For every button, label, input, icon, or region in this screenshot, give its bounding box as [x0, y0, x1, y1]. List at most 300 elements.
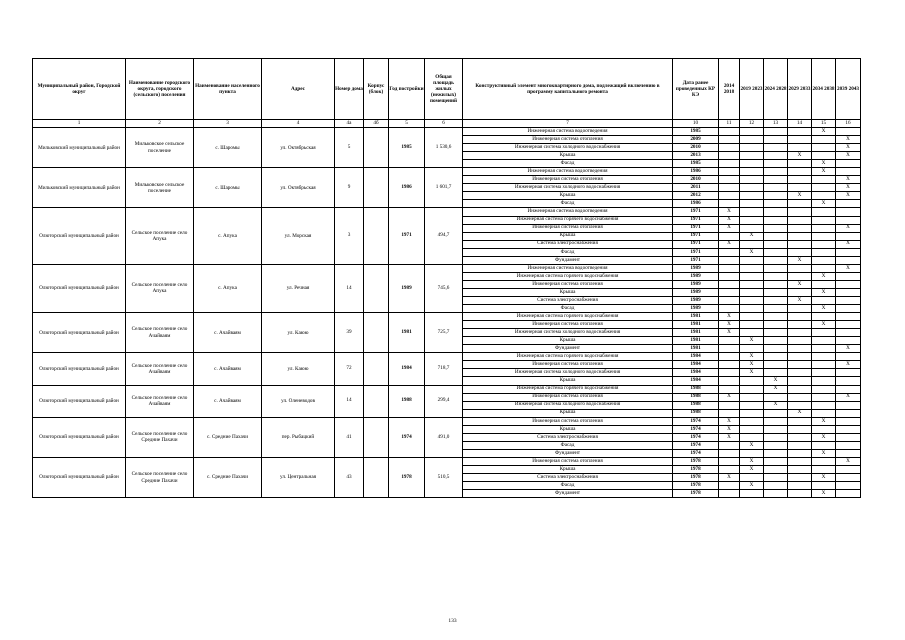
period-mark-cell [812, 393, 836, 401]
previous-repair-date-cell: 1989 [673, 280, 719, 288]
period-mark-cell [812, 401, 836, 409]
period-mark-cell [740, 305, 764, 313]
period-mark-cell [764, 337, 788, 345]
period-mark-cell [719, 176, 740, 184]
period-mark-cell [812, 482, 836, 490]
period-mark-cell [836, 377, 861, 385]
structural-element-cell: Инженерная система отопления [463, 136, 673, 144]
district-cell: Мильковский муниципальный район [33, 128, 126, 168]
period-mark-cell [836, 433, 861, 441]
period-mark-cell [788, 329, 812, 337]
period-mark-cell [788, 240, 812, 248]
period-mark-cell [719, 136, 740, 144]
settlement-cell: Сельское поселение село Ачайваям [126, 385, 194, 417]
period-mark-cell [764, 361, 788, 369]
previous-repair-date-cell: 2013 [673, 152, 719, 160]
period-mark-cell: X [836, 152, 861, 160]
previous-repair-date-cell: 2011 [673, 184, 719, 192]
column-number: 16 [836, 120, 861, 128]
period-mark-cell: X [740, 441, 764, 449]
header-cell: Номер дома [335, 59, 364, 120]
area-cell: 745,6 [425, 264, 463, 312]
area-cell: 510,5 [425, 457, 463, 497]
period-mark-cell [836, 256, 861, 264]
period-mark-cell [764, 128, 788, 136]
street-cell: пер. Рыбацкий [262, 417, 335, 457]
house-number-cell: 14 [335, 264, 364, 312]
structural-element-cell: Фасад [463, 160, 673, 168]
period-mark-cell [812, 280, 836, 288]
period-mark-cell [788, 433, 812, 441]
structural-element-cell: Система электроснабжения [463, 433, 673, 441]
period-mark-cell: X [788, 296, 812, 304]
structural-element-cell: Инженерная система отопления [463, 176, 673, 184]
period-mark-cell [764, 168, 788, 176]
year-built-cell: 1978 [389, 457, 425, 497]
structural-element-cell: Инженерная система холодного водоснабжения [463, 401, 673, 409]
year-built-cell: 1984 [389, 353, 425, 385]
period-mark-cell [836, 369, 861, 377]
period-mark-cell [812, 441, 836, 449]
period-mark-cell [812, 248, 836, 256]
period-mark-cell [764, 490, 788, 498]
period-mark-cell [812, 385, 836, 393]
structural-element-cell: Инженерная система водоотведения [463, 168, 673, 176]
period-mark-cell [812, 144, 836, 152]
block-cell [364, 353, 389, 385]
period-mark-cell [812, 240, 836, 248]
period-mark-cell: X [812, 168, 836, 176]
period-mark-cell [812, 176, 836, 184]
locality-cell: с. Шаромы [194, 128, 262, 168]
period-mark-cell [719, 385, 740, 393]
structural-element-cell: Инженерная система горячего водоснабжения [463, 313, 673, 321]
period-mark-cell: X [788, 280, 812, 288]
table-row [33, 313, 861, 321]
period-mark-cell [719, 160, 740, 168]
period-mark-cell [764, 345, 788, 353]
capital-repair-register-table [32, 58, 861, 498]
table-body [33, 128, 861, 498]
period-mark-cell [719, 449, 740, 457]
period-mark-cell [740, 449, 764, 457]
period-mark-cell [740, 136, 764, 144]
period-mark-cell [764, 321, 788, 329]
period-mark-cell [812, 361, 836, 369]
period-mark-cell [719, 288, 740, 296]
header-cell: Адрес [262, 59, 335, 120]
previous-repair-date-cell: 2009 [673, 136, 719, 144]
period-mark-cell [836, 168, 861, 176]
table-row [33, 353, 861, 361]
period-mark-cell [812, 208, 836, 216]
period-mark-cell [764, 192, 788, 200]
period-mark-cell [740, 192, 764, 200]
previous-repair-date-cell: 1981 [673, 345, 719, 353]
block-cell [364, 385, 389, 417]
period-mark-cell [788, 369, 812, 377]
period-mark-cell [812, 184, 836, 192]
period-mark-cell: X [764, 401, 788, 409]
block-cell [364, 417, 389, 457]
period-mark-cell [812, 152, 836, 160]
district-cell: Олюторский муниципальный район [33, 313, 126, 353]
period-mark-cell [764, 288, 788, 296]
period-mark-cell [836, 313, 861, 321]
period-mark-cell [740, 490, 764, 498]
period-mark-cell: X [812, 433, 836, 441]
period-mark-cell [836, 200, 861, 208]
period-mark-cell [788, 361, 812, 369]
previous-repair-date-cell: 1971 [673, 256, 719, 264]
street-cell: ул. Каюю [262, 313, 335, 353]
period-mark-cell: X [812, 272, 836, 280]
table-row [33, 385, 861, 393]
period-mark-cell [788, 490, 812, 498]
period-mark-cell [740, 296, 764, 304]
period-mark-cell [740, 313, 764, 321]
structural-element-cell: Крыша [463, 425, 673, 433]
structural-element-cell: Инженерная система холодного водоснабжения [463, 369, 673, 377]
period-mark-cell: X [740, 361, 764, 369]
period-mark-cell: X [812, 321, 836, 329]
previous-repair-date-cell: 1974 [673, 441, 719, 449]
structural-element-cell: Фасад [463, 482, 673, 490]
period-mark-cell [788, 216, 812, 224]
previous-repair-date-cell: 1981 [673, 329, 719, 337]
period-mark-cell [740, 160, 764, 168]
period-mark-cell [836, 248, 861, 256]
period-mark-cell [812, 329, 836, 337]
period-mark-cell [740, 329, 764, 337]
period-mark-cell [719, 369, 740, 377]
previous-repair-date-cell: 2010 [673, 176, 719, 184]
header-cell: Общая площадь жилых (нежилых) помещений [425, 59, 463, 120]
period-mark-cell [788, 457, 812, 465]
period-mark-cell [740, 321, 764, 329]
period-mark-cell [788, 425, 812, 433]
period-mark-cell [812, 216, 836, 224]
area-cell: 1 530,6 [425, 128, 463, 168]
street-cell: ул. Речная [262, 264, 335, 312]
previous-repair-date-cell: 1988 [673, 401, 719, 409]
period-mark-cell [719, 296, 740, 304]
period-mark-cell [740, 272, 764, 280]
period-mark-cell: X [812, 417, 836, 425]
period-mark-cell: X [719, 393, 740, 401]
period-mark-cell [788, 441, 812, 449]
period-mark-cell [764, 280, 788, 288]
period-mark-cell [836, 401, 861, 409]
district-cell: Олюторский муниципальный район [33, 264, 126, 312]
period-mark-cell [788, 208, 812, 216]
period-mark-cell [836, 208, 861, 216]
period-mark-cell: X [836, 393, 861, 401]
house-number-cell: 3 [335, 208, 364, 264]
structural-element-cell: Инженерная система горячего водоснабжения [463, 353, 673, 361]
previous-repair-date-cell: 1974 [673, 425, 719, 433]
period-mark-cell: X [836, 144, 861, 152]
street-cell: ул. Октябрьская [262, 128, 335, 168]
structural-element-cell: Инженерная система отопления [463, 457, 673, 465]
period-mark-cell [764, 272, 788, 280]
structural-element-cell: Фундамент [463, 256, 673, 264]
period-mark-cell: X [836, 224, 861, 232]
period-mark-cell [719, 152, 740, 160]
structural-element-cell: Крыша [463, 288, 673, 296]
locality-cell: с. Апука [194, 208, 262, 264]
period-mark-cell: X [719, 224, 740, 232]
period-mark-cell [836, 465, 861, 473]
previous-repair-date-cell: 1985 [673, 128, 719, 136]
block-cell [364, 264, 389, 312]
period-mark-cell [812, 224, 836, 232]
period-mark-cell [764, 208, 788, 216]
house-number-cell: 41 [335, 417, 364, 457]
period-mark-cell [719, 361, 740, 369]
period-mark-cell [788, 168, 812, 176]
period-mark-cell [719, 256, 740, 264]
header-cell: 2014 2018 [719, 59, 740, 120]
period-mark-cell: X [740, 369, 764, 377]
previous-repair-date-cell: 2010 [673, 144, 719, 152]
column-number: 11 [719, 120, 740, 128]
period-mark-cell [788, 144, 812, 152]
period-mark-cell [740, 168, 764, 176]
previous-repair-date-cell: 1988 [673, 409, 719, 417]
period-mark-cell [719, 200, 740, 208]
period-mark-cell [740, 184, 764, 192]
period-mark-cell [764, 248, 788, 256]
structural-element-cell: Крыша [463, 377, 673, 385]
period-mark-cell [812, 192, 836, 200]
period-mark-cell [764, 144, 788, 152]
period-mark-cell [764, 224, 788, 232]
period-mark-cell [788, 345, 812, 353]
period-mark-cell [836, 216, 861, 224]
settlement-cell: Сельское поселение село Апука [126, 264, 194, 312]
period-mark-cell [788, 449, 812, 457]
period-mark-cell [812, 425, 836, 433]
period-mark-cell [764, 329, 788, 337]
structural-element-cell: Фасад [463, 441, 673, 449]
period-mark-cell [836, 296, 861, 304]
period-mark-cell [740, 417, 764, 425]
period-mark-cell [740, 256, 764, 264]
period-mark-cell [740, 144, 764, 152]
previous-repair-date-cell: 1988 [673, 385, 719, 393]
period-mark-cell [788, 353, 812, 361]
period-mark-cell [812, 377, 836, 385]
period-mark-cell [764, 152, 788, 160]
page-number: 133 [448, 618, 457, 624]
header-cell: Дата ранее проведенных КР КЭ [673, 59, 719, 120]
period-mark-cell [740, 377, 764, 385]
column-number: 5 [389, 120, 425, 128]
settlement-cell: Сельское поселение село Средние Пахачи [126, 417, 194, 457]
header-row [33, 59, 861, 120]
period-mark-cell [836, 280, 861, 288]
previous-repair-date-cell: 1984 [673, 377, 719, 385]
period-mark-cell [836, 474, 861, 482]
period-mark-cell [719, 305, 740, 313]
period-mark-cell: X [836, 184, 861, 192]
area-cell: 725,7 [425, 313, 463, 353]
period-mark-cell [764, 296, 788, 304]
period-mark-cell [764, 256, 788, 264]
period-mark-cell [812, 313, 836, 321]
period-mark-cell [740, 200, 764, 208]
period-mark-cell [836, 417, 861, 425]
period-mark-cell: X [740, 457, 764, 465]
period-mark-cell: X [740, 248, 764, 256]
period-mark-cell: X [812, 160, 836, 168]
settlement-cell: Мильковское сельское поселение [126, 128, 194, 168]
structural-element-cell: Инженерная система горячего водоснабжения [463, 216, 673, 224]
period-mark-cell [740, 474, 764, 482]
period-mark-cell: X [740, 232, 764, 240]
area-cell: 718,7 [425, 353, 463, 385]
period-mark-cell [719, 232, 740, 240]
period-mark-cell [764, 393, 788, 401]
period-mark-cell [836, 425, 861, 433]
header-cell: Корпус (блок) [364, 59, 389, 120]
header-cell: 2029 2033 [788, 59, 812, 120]
structural-element-cell: Система электроснабжения [463, 296, 673, 304]
period-mark-cell: X [764, 385, 788, 393]
period-mark-cell [788, 385, 812, 393]
period-mark-cell: X [740, 353, 764, 361]
locality-cell: с. Средние Пахачи [194, 417, 262, 457]
previous-repair-date-cell: 1981 [673, 337, 719, 345]
period-mark-cell [719, 377, 740, 385]
previous-repair-date-cell: 1981 [673, 313, 719, 321]
structural-element-cell: Фундамент [463, 490, 673, 498]
period-mark-cell [719, 409, 740, 417]
period-mark-cell [740, 345, 764, 353]
house-number-cell: 9 [335, 168, 364, 208]
period-mark-cell [836, 409, 861, 417]
column-number: 15 [812, 120, 836, 128]
period-mark-cell [812, 296, 836, 304]
period-mark-cell [836, 329, 861, 337]
period-mark-cell: X [740, 482, 764, 490]
previous-repair-date-cell: 1978 [673, 474, 719, 482]
column-number-row [33, 120, 861, 128]
period-mark-cell [788, 313, 812, 321]
structural-element-cell: Крыша [463, 192, 673, 200]
period-mark-cell [836, 449, 861, 457]
period-mark-cell [764, 176, 788, 184]
period-mark-cell [788, 401, 812, 409]
structural-element-cell: Инженерная система холодного водоснабжения [463, 144, 673, 152]
previous-repair-date-cell: 1984 [673, 353, 719, 361]
header-cell: Год постройки [389, 59, 425, 120]
period-mark-cell [764, 441, 788, 449]
previous-repair-date-cell: 1989 [673, 288, 719, 296]
period-mark-cell: X [788, 192, 812, 200]
period-mark-cell [788, 136, 812, 144]
structural-element-cell: Инженерная система водоотведения [463, 128, 673, 136]
period-mark-cell [836, 385, 861, 393]
period-mark-cell: X [812, 490, 836, 498]
previous-repair-date-cell: 1984 [673, 361, 719, 369]
table-row [33, 208, 861, 216]
period-mark-cell [740, 425, 764, 433]
period-mark-cell [719, 353, 740, 361]
period-mark-cell [788, 200, 812, 208]
period-mark-cell [719, 280, 740, 288]
period-mark-cell [719, 168, 740, 176]
period-mark-cell: X [740, 337, 764, 345]
column-number: 12 [740, 120, 764, 128]
year-built-cell: 1974 [389, 417, 425, 457]
period-mark-cell [812, 353, 836, 361]
period-mark-cell: X [740, 465, 764, 473]
column-number: 10 [673, 120, 719, 128]
year-built-cell: 1988 [389, 385, 425, 417]
period-mark-cell [836, 288, 861, 296]
table-row [33, 128, 861, 136]
previous-repair-date-cell: 1989 [673, 296, 719, 304]
locality-cell: с. Ачайваям [194, 353, 262, 385]
district-cell: Олюторский муниципальный район [33, 417, 126, 457]
structural-element-cell: Фундамент [463, 345, 673, 353]
period-mark-cell [740, 240, 764, 248]
period-mark-cell: X [836, 457, 861, 465]
period-mark-cell [836, 353, 861, 361]
period-mark-cell: X [719, 425, 740, 433]
year-built-cell: 1986 [389, 168, 425, 208]
period-mark-cell [719, 457, 740, 465]
period-mark-cell [764, 353, 788, 361]
area-cell: 494,7 [425, 208, 463, 264]
period-mark-cell [788, 465, 812, 473]
previous-repair-date-cell: 1974 [673, 417, 719, 425]
period-mark-cell [719, 264, 740, 272]
period-mark-cell [764, 369, 788, 377]
period-mark-cell [719, 401, 740, 409]
period-mark-cell [764, 136, 788, 144]
period-mark-cell [740, 224, 764, 232]
period-mark-cell: X [719, 321, 740, 329]
locality-cell: с. Средние Пахачи [194, 457, 262, 497]
period-mark-cell [719, 345, 740, 353]
period-mark-cell [836, 441, 861, 449]
period-mark-cell [836, 128, 861, 136]
period-mark-cell [740, 433, 764, 441]
period-mark-cell [836, 321, 861, 329]
district-cell: Олюторский муниципальный район [33, 353, 126, 385]
street-cell: ул. Оленеводов [262, 385, 335, 417]
period-mark-cell [836, 272, 861, 280]
table-row [33, 457, 861, 465]
period-mark-cell [719, 192, 740, 200]
period-mark-cell [719, 184, 740, 192]
period-mark-cell [740, 216, 764, 224]
house-number-cell: 39 [335, 313, 364, 353]
previous-repair-date-cell: 1971 [673, 224, 719, 232]
period-mark-cell [788, 224, 812, 232]
block-cell [364, 128, 389, 168]
year-built-cell: 1989 [389, 264, 425, 312]
previous-repair-date-cell: 1971 [673, 240, 719, 248]
period-mark-cell [719, 490, 740, 498]
structural-element-cell: Инженерная система отопления [463, 417, 673, 425]
period-mark-cell [719, 441, 740, 449]
period-mark-cell [812, 465, 836, 473]
year-built-cell: 1981 [389, 313, 425, 353]
